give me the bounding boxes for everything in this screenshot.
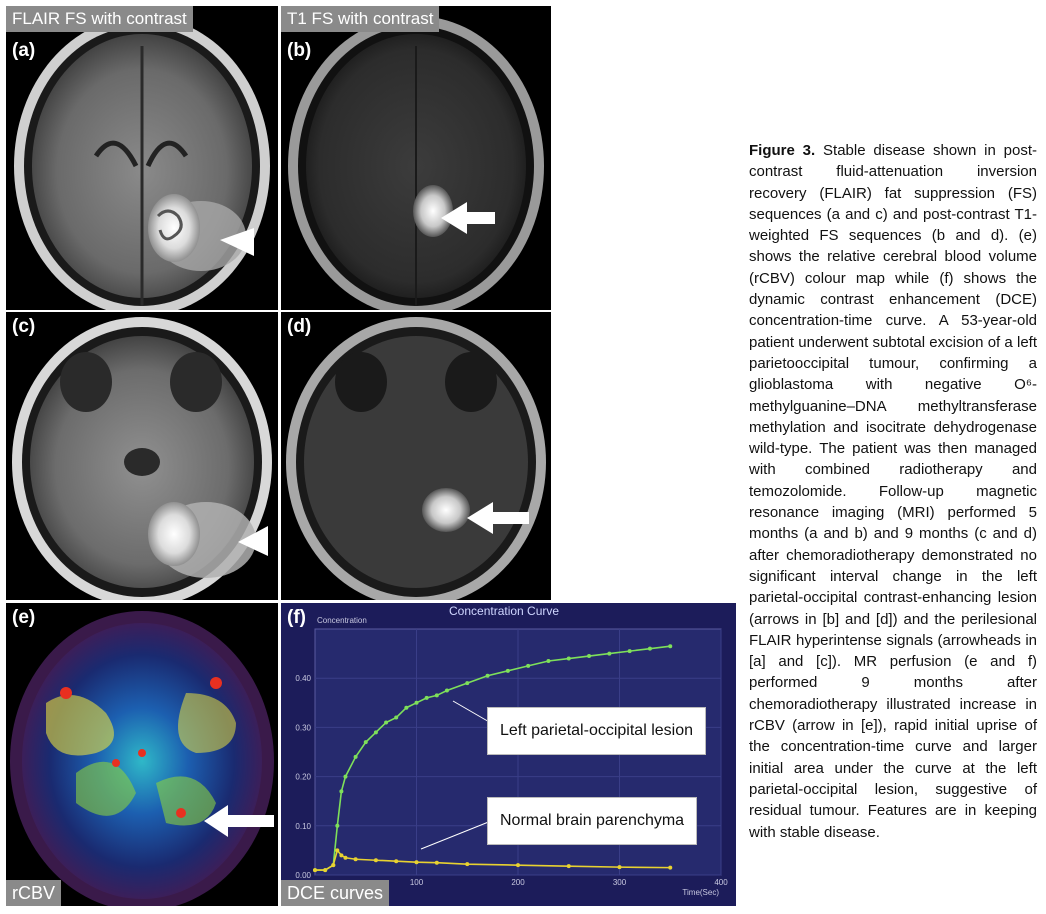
series-point-1 bbox=[465, 862, 469, 866]
panel-f-label: (f) bbox=[287, 607, 306, 628]
series-point-1 bbox=[374, 858, 378, 862]
callout-normal: Normal brain parenchyma bbox=[487, 797, 697, 845]
series-point-0 bbox=[587, 654, 591, 658]
panel-d-label: (d) bbox=[287, 316, 312, 337]
series-point-0 bbox=[335, 824, 339, 828]
series-point-0 bbox=[374, 730, 378, 734]
panel-b-header: T1 FS with contrast bbox=[281, 6, 439, 32]
x-axis-label: Time(Sec) bbox=[682, 888, 719, 897]
series-point-0 bbox=[343, 775, 347, 779]
arrow-b-icon bbox=[281, 6, 551, 310]
x-tick-label: 200 bbox=[511, 878, 525, 887]
panel-e-label: (e) bbox=[12, 607, 36, 628]
arrowhead-a-icon bbox=[6, 6, 278, 310]
panel-c-label: (c) bbox=[12, 316, 36, 337]
series-point-1 bbox=[668, 866, 672, 870]
series-point-1 bbox=[343, 856, 347, 860]
series-point-0 bbox=[354, 755, 358, 759]
series-point-1 bbox=[323, 868, 327, 872]
series-point-1 bbox=[435, 861, 439, 865]
series-point-0 bbox=[445, 689, 449, 693]
panel-e-rcbv bbox=[6, 603, 278, 906]
series-point-1 bbox=[567, 864, 571, 868]
y-tick-label: 0.40 bbox=[295, 674, 311, 684]
series-point-0 bbox=[404, 706, 408, 710]
caption-label: Figure 3. bbox=[749, 142, 816, 159]
series-point-0 bbox=[526, 664, 530, 668]
series-point-0 bbox=[435, 693, 439, 697]
series-point-1 bbox=[335, 848, 339, 852]
panel-a-label: (a) bbox=[12, 40, 36, 61]
figure-caption bbox=[749, 140, 1037, 843]
arrow-e-icon bbox=[6, 603, 278, 906]
y-tick-label: 0.20 bbox=[295, 772, 311, 782]
series-point-0 bbox=[486, 674, 490, 678]
series-point-0 bbox=[506, 669, 510, 673]
panel-f-footer: DCE curves bbox=[281, 880, 389, 906]
y-tick-label: 0.30 bbox=[295, 723, 311, 733]
series-point-0 bbox=[668, 644, 672, 648]
series-point-0 bbox=[364, 740, 368, 744]
panel-a-header: FLAIR FS with contrast bbox=[6, 6, 193, 32]
series-point-0 bbox=[607, 652, 611, 656]
arrowhead-c-icon bbox=[6, 312, 278, 600]
caption-text: Stable disease shown in post-contrast fluid-attenuation inversion recovery (FLAIR) fat suppression (FS) sequences (a and c) and post-contrast T1-weighted FS sequences (b and d). (e) shows the relative cerebral blood volume (rCBV) colour map while (f) shows the dynamic contrast enhancement (DCE) concentration-time curve. A 53-year-old patient underwent subtotal excision of a left parietooccipital tumour, confirming a glioblastoma with negative O⁶-methylguanine–DNA methyltransferase methylation and isocitrate dehydrogenase wild-type. The patient was then managed with combined radiotherapy and temozolomide. Follow-up magnetic resonance imaging (MRI) performed 5 months (a and b) and 9 months (c and d) after chemoradiotherapy demonstrated no significant interval change in the left parietal-occipital contrast-enhancing lesion (arrows in [b] and [d]) and the perilesional FLAIR hyperintense signals (arrowheads in [a] and [c]). MR perfusion (e and f) performed 9 months after chemoradiotherapy illustrated increase in rCBV (arrow in [e]), rapid initial uprise of the concentration-time curve and larger initial area under the curve at the left parietal-occipital lesion, suggestive of residual tumour. Features are in keeping with stable disease. bbox=[749, 142, 1037, 841]
series-point-0 bbox=[567, 657, 571, 661]
series-point-0 bbox=[384, 720, 388, 724]
series-point-1 bbox=[339, 853, 343, 857]
series-point-0 bbox=[628, 649, 632, 653]
series-point-0 bbox=[339, 789, 343, 793]
series-point-1 bbox=[331, 863, 335, 867]
panel-d-t1 bbox=[281, 312, 551, 600]
series-point-0 bbox=[465, 681, 469, 685]
arrow-d-icon bbox=[281, 312, 551, 600]
panel-c-flair bbox=[6, 312, 278, 600]
panel-f-dce bbox=[281, 603, 736, 906]
panel-b-label: (b) bbox=[287, 40, 312, 61]
y-tick-label: 0.00 bbox=[295, 871, 311, 880]
series-point-0 bbox=[394, 716, 398, 720]
y-tick-label: 0.10 bbox=[295, 821, 311, 831]
x-tick-label: 400 bbox=[714, 878, 728, 887]
panel-b-t1 bbox=[281, 6, 551, 310]
callout-lesion: Left parietal-occipital lesion bbox=[487, 707, 706, 755]
series-point-1 bbox=[516, 863, 520, 867]
series-point-1 bbox=[313, 868, 317, 872]
x-tick-label: 300 bbox=[612, 878, 627, 887]
series-point-1 bbox=[618, 865, 622, 869]
series-point-1 bbox=[415, 860, 419, 864]
series-point-0 bbox=[425, 696, 429, 700]
series-point-0 bbox=[415, 701, 419, 705]
x-tick-label: 100 bbox=[409, 878, 424, 887]
chart-title: Concentration Curve bbox=[449, 604, 560, 618]
series-point-0 bbox=[546, 659, 550, 663]
series-point-1 bbox=[354, 857, 358, 861]
panel-e-footer: rCBV bbox=[6, 880, 61, 906]
series-point-0 bbox=[648, 647, 652, 651]
panel-a-flair bbox=[6, 6, 278, 310]
y-axis-label: Concentration bbox=[317, 616, 367, 625]
series-point-1 bbox=[394, 859, 398, 863]
